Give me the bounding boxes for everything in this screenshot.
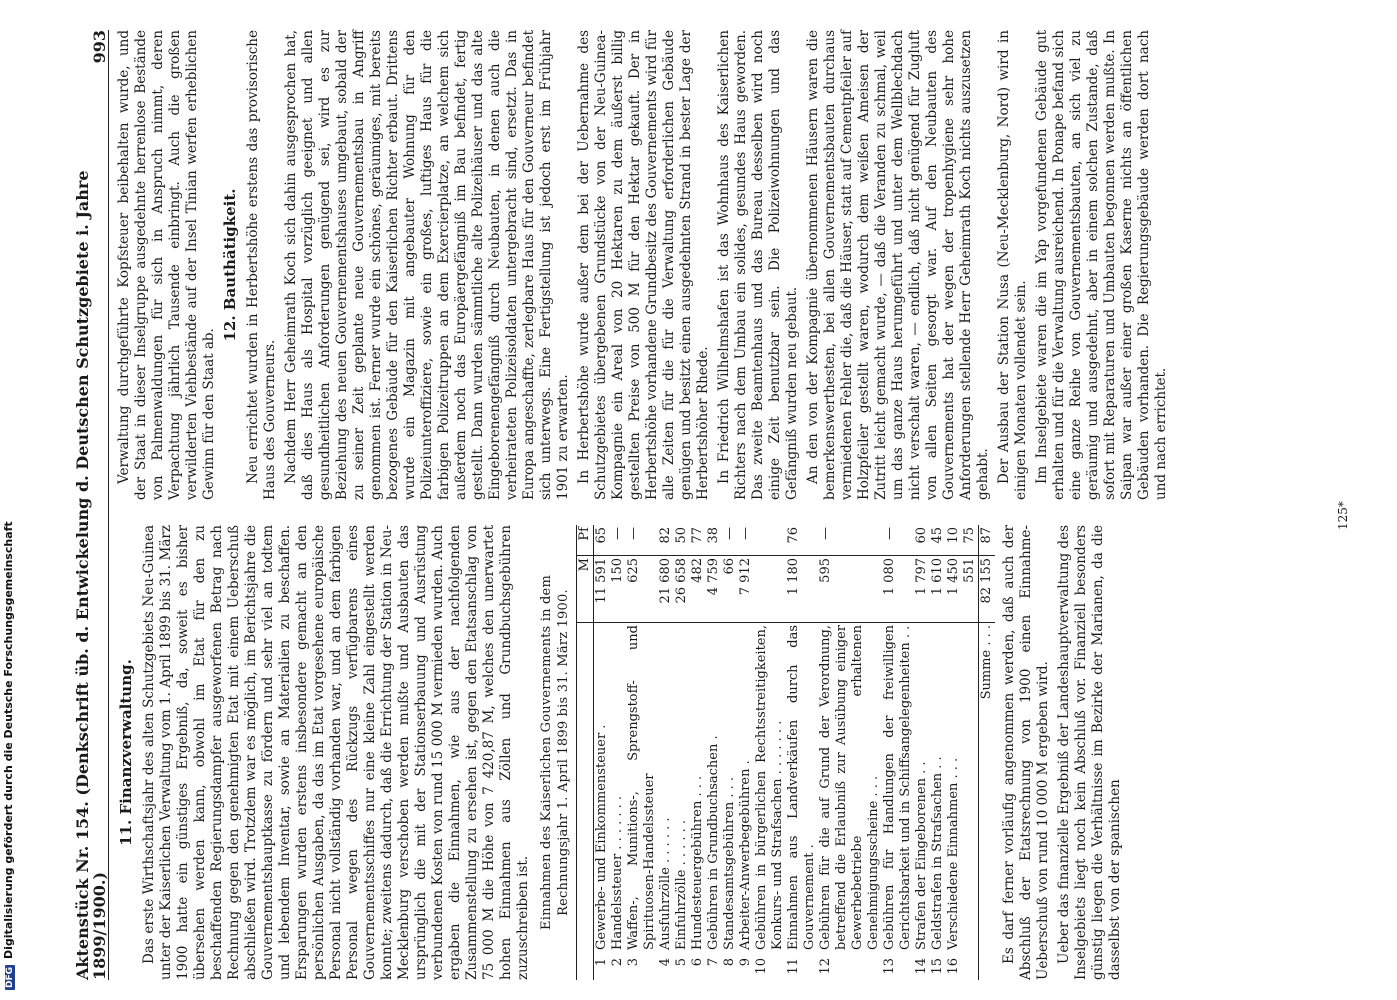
digitization-credit — [2, 0, 15, 990]
sum-mark: 82 155 — [979, 556, 996, 623]
table-row: 6 Hundesteuergebühren . . . 482 77 — [690, 527, 705, 967]
building-paragraph-4: In Friedrich Wilhelmshafen ist das Wohnhaus des Kaiserlichen Richters nach dem Umbau ein solides, gesundes Haus geworden. Das zweite Beamtenhaus und das Bureau desselben wird noch einige Zeit benutzbar sein. Die Polizeiwohnungen und das Gefängniß wurden neu gebaut. — [716, 30, 800, 500]
building-paragraph-7: Im Inselgebiete waren die im Yap vorgefundenen Gebäude gut erhalten und für die Verwaltung ausreichend. In Ponape befand sich eine ganze Reihe von Gouvernementsbauten, an sich viel zu geräumig und ausgedehnt, aber in einem solchen Zustande, daß sofort mit Reparaturen und Umbauten begonnen werden mußte. In Saipan war außer einer großen Kaserne nichts an öffentlichen Gebäuden vorhanden. Die Regierungsgebäude werden dort nach und nach errichtet. — [1034, 30, 1169, 500]
right-column — [116, 30, 1174, 500]
building-paragraph-2: Nachdem Herr Geheimrath Koch sich dahin ausgesprochen hat, daß dies Haus als Hospital vorzüglich geeignet und allen gesundheitlichen Anforderungen genügend sei, wird es zur Beziehung des neuen Gouvernementshauses umgebaut, sobald der zu seiner Zeit geplante neue Gouvernementsbau in Angriff genommen ist. Ferner wurde ein schönes, geräumiges, mit bereits bezogenes Gebäude für den Kaiserlichen Richter erbaut. Drittens wurde ein Magazin mit angebauter Wohnung für den Polizeiunteroffiziere, sowie ein großes, luftiges Haus für die farbigen Polizeitruppen an dem Exercierplatze, an welchem sich außerdem noch das Europäergefängniß im Bau befindet, fertig gestellt. Dann wurden sämmtliche alte Polizeihäuser und das alte Eingeborenengefängniß durch Neubauten, in denen auch die verheirateten Polizeisoldaten untergebracht sind, ersetzt. Das in Europa angeschaffte, zerlegbare Haus für den Gouverneur befindet sich unterwegs. Eine Fertigstellung ist jedoch erst im Frühjahr 1901 zu erwarten. — [283, 30, 571, 500]
revenue-table — [576, 525, 995, 980]
dfg-logo: DFG — [5, 966, 15, 988]
page-number-top: 993 — [90, 30, 109, 64]
table-row: 2 Handelssteuer . . . . . . . 150 — — [610, 527, 625, 967]
unit-pf-header: Pf — [577, 525, 594, 556]
credit-text: Digitalisierung gefördert durch die Deutsche Forschungsgemeinschaft — [2, 521, 15, 959]
section-title-building: 12. Bauthätigkeit. — [221, 188, 239, 342]
building-paragraph-5: An den von der Kompagnie übernommenen Häusern waren die bemerkenswerthesten, bei allen Gouvernementsbauten durchaus vermiedenen Fehler die, daß die Häuser, statt auf Cementpfeiler auf Holzpfeiler gestellt waren, wodurch dem weißen Ameisen der Zutritt leicht gemacht wurde, — daß die Veranden zu schmal, weil um das ganze Haus herumgeführt und unter dem Wellblechdach nicht verschalt waren, — endlich, daß nicht genügend für Zugluft von allen Seiten gesorgt war. Auf den Neubauten des Gouvernements hat der wegen der tropenhygiene sehr hohe Anforderungen stellende Herr Geheimrath Koch nichts auszusetzen gehabt. — [805, 30, 991, 500]
building-paragraph-6: Der Ausbau der Station Nusa (Neu-Mecklenburg, Nord) wird in einigen Monaten vollendet sein. — [996, 30, 1029, 500]
page-header — [73, 30, 109, 980]
table-row: 3 Waffen-, Munitions-, Sprengstoff- und Spirituosen-Handelssteuer 625 — — [626, 527, 657, 967]
table-row: 11 Einnahmen aus Landverkäufen durch das Gouvernement . 1 180 76 — [786, 527, 817, 975]
table-row: 9 Arbeiter-Anwerbegebühren . 7 912 — — [738, 527, 753, 967]
table-row: 16 Verschiedene Einnahmen . . . 1 450 10 — [946, 527, 961, 975]
table-caption: Einnahmen des Kaiserlichen Gouvernements in dem Rechnungsjahr 1. April 1899 bis 31. März 1900. — [539, 575, 571, 930]
left-column — [116, 525, 1128, 980]
finance-paragraph-2: Es darf ferner vorläufig angenommen werden, daß auch der Abschluß der Etatsrechnung von 1900 einen Einnahme-Ueberschuß von rund 10 000 M ergeben wird. — [1001, 525, 1051, 980]
sum-pf: 87 — [979, 525, 996, 556]
table-row: 15 Geldstrafen in Strafsachen . . 1 610 45 — [930, 527, 945, 975]
table-sum-row — [979, 525, 996, 980]
table-row: 7 Gebühren in Grundbuchsachen . 4 759 38 — [706, 527, 721, 967]
digitization-sidebar — [0, 0, 18, 1000]
page-footer-number: 125* — [1336, 501, 1350, 530]
finance-paragraph-3: Ueber das finanzielle Ergebniß der Landeshauptverwaltung des Inselgebiets liegt noch kein Abschluß vor. Finanziell besonders günstig liegen die Verhältnisse im Bezirke der Marianen, da die dasselbst von der spanischen — [1056, 525, 1123, 980]
table-row: 12 Gebühren für die auf Grund der Verordnung, betreffend die Erlaubniß zur Ausübung einiger Gewerbebetriebe erhaltenen Genehmigungsscheine . . . 595 — — [818, 527, 881, 975]
table-header-row — [577, 525, 594, 980]
sum-label: Summe . . . — [979, 623, 996, 953]
unit-mark-header: M — [577, 556, 594, 623]
running-head: Aktenstück Nr. 154. (Denkschrift üb. d. Entwickelung d. Deutschen Schutzgebiete i. Jahre 1899/1900.) — [73, 170, 109, 980]
table-row: 10 Gebühren in bürgerlichen Rechtsstreitigkeiten, Konkurs- und Strafsachen . . . . . . . — [754, 525, 786, 980]
table-row: 4 Ausfuhrzölle . . . . . . 21 680 82 — [658, 527, 673, 967]
table-row: 551 75 — [962, 525, 979, 980]
building-paragraph-3: In Herbertshöhe wurde außer dem bei der Uebernahme des Schutzgebietes übergebenen Grundstücke von der Neu-Guinea-Kompagnie ein Areal von 20 Hektaren zu dem äußerst billig gestellten Preise von 500 M für den Hektar gekauft. Der in Herbertshöhe vorhandene Grundbesitz des Gouvernements wird für alle Zeiten für die für die Verwaltung erforderlichen Gebäude genügen und besitzt einen ausgedehnten Strand in bester Lage der Herbertshöher Rhede. — [576, 30, 711, 500]
section-title-finance: 11. Finanzverwaltung. — [117, 659, 135, 846]
table-row: 13 Gebühren für Handlungen der freiwilligen Gerichtsbarkeit und in Schiffsangelegenheiten . . 1 080 — — [882, 527, 913, 975]
rotated-page — [73, 20, 1375, 1000]
table-row: 1 Gewerbe- und Einkommensteuer . 11 591 65 — [594, 527, 609, 967]
table-row: 5 Einfuhrzölle . . . . . . 26 658 50 — [674, 527, 689, 967]
table-row: 14 Strafen der Eingeborenen . . 1 797 60 — [914, 527, 929, 975]
building-paragraph-1: Neu errichtet wurden in Herbertshöhe erstens das provisorische Haus des Gouverneurs. — [245, 30, 278, 500]
finance-paragraph-1: Das erste Wirthschaftsjahr des alten Schutzgebiets Neu-Guinea unter der Kaiserlichen Verwaltung vom 1. April 1899 bis 31. März 1900 hatte ein günstiges Ergebniß, da, soweit es bisher übersehen werden kann, obwohl im Etat für den zu beschaffenden Regierungsdampfer ausgeworfenen Betrag nach Rechnung gegen den genehmigten Etat mit einem Ueberschuß abschließen wird. Trotzdem war es möglich, im Berichtsjahre die Gouvernementshauptkasse zu fördern und sehr viel an todtem und lebendem Inventar, sowie an Materialien zu beschaffen. Ersparungen wurden erstens insbesondere gemacht an den persönlichen Ausgaben, da das im Etat vorgesehene europäische Personal nicht vollständig vorhanden war, und an dem farbigen Personal wegen des Rückzugs verfügbarens eines Gouvernementsschiffes nur eine kleine Zahl eingestellt werden konnte; zweitens dadurch, daß die Errichtung der Station in Neu-Mecklenburg verschoben werden mußte und Ausbauten das ursprünglich die mit der Stationserbauung und Ausrüstung verbundenen Kosten von rund 15 000 M vermieden wurden. Auch ergaben die Einnahmen, wie aus der nachfolgenden Zusammenstellung zu ersehen ist, gegen den Etatsanschlag von 75 000 M die Höhe von 7 420,87 M, welches den unerwartet hohen Einnahmen aus Zöllen und Grundbuchsgebühren zuzuschreiben ist. — [141, 525, 531, 980]
table-row: 8 Standesamtsgebühren . . . 66 — — [722, 527, 737, 967]
finance-paragraph-4: Verwaltung durchgeführte Kopfsteuer beibehalten wurde, und der Staat in dieser Inselgruppe ausgedehnte herrenlose Bestände von Palmenwaldungen für sich in Anspruch nimmt, deren Verpachtung jährlich Tausende einbringt. Auch die großen verwilderten Viehbestände auf der Insel Tinian werfen erheblichen Gewinn für den Staat ab. — [116, 30, 217, 500]
